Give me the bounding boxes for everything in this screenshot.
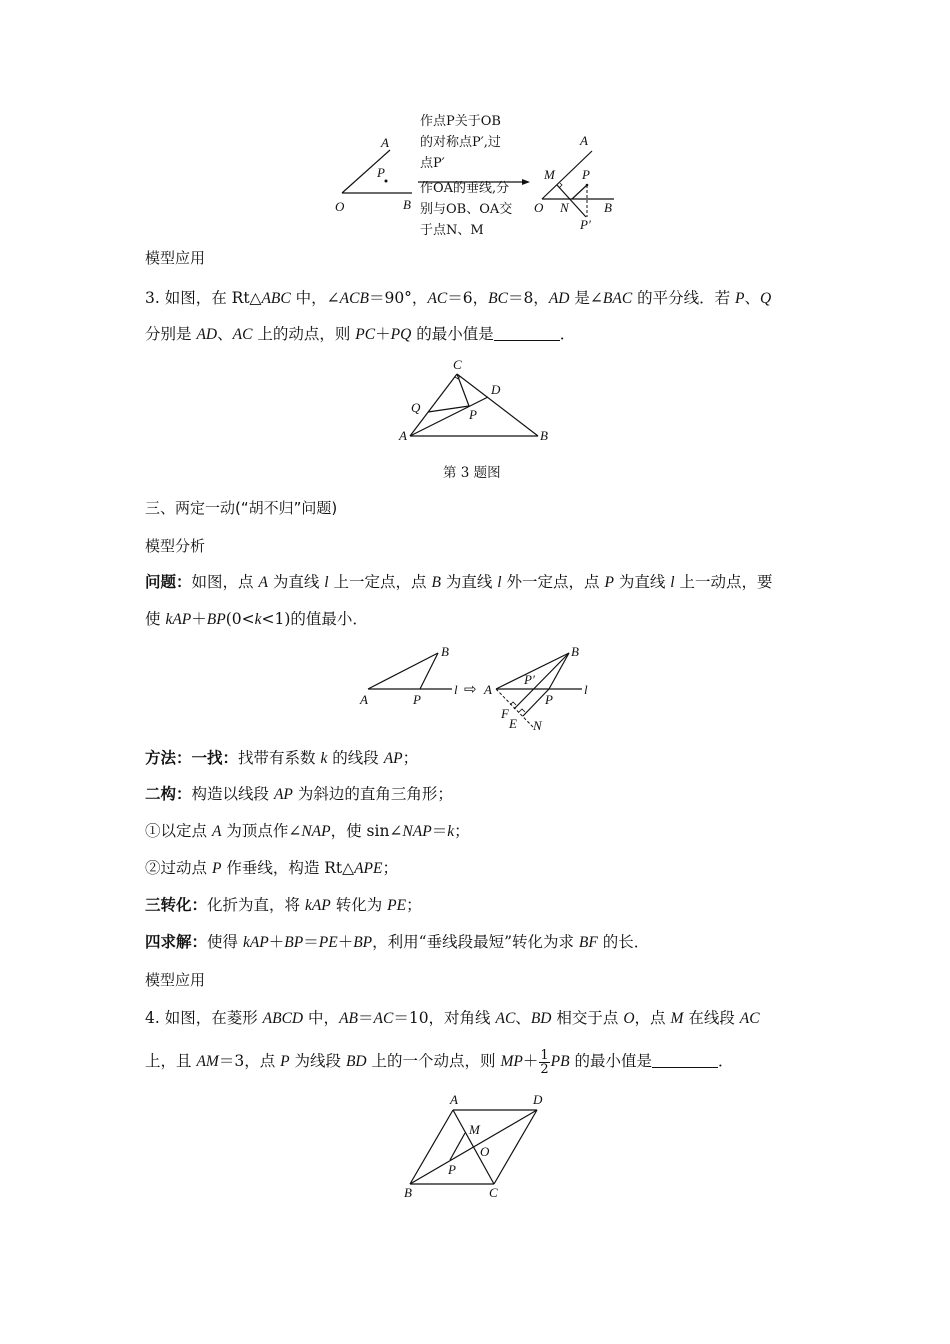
problem-3-line-2: 分别是 AD、AC 上的动点，则 PC＋PQ 的最小值是 ． [145,325,576,343]
svg-text:P: P [377,165,385,180]
svg-text:F: F [501,706,509,721]
figure-hubugui-construction [350,638,610,738]
svg-text:O: O [335,199,345,214]
svg-text:N: N [560,200,569,215]
arrow-caption-above: 作点P关于OB 的对称点P′,过 点P′ [420,114,501,171]
method-step-1: 方法：一找：找带有系数 k 的线段 AP； [145,749,419,767]
figure-reflection-construction [330,105,630,245]
svg-text:Q: Q [411,400,421,415]
section-3-title: 三、两定一动(“胡不归”问题) [145,499,338,517]
svg-text:M: M [544,167,555,182]
svg-text:A: A [360,692,368,707]
method-substep-2: ②过动点 P 作垂线，构造 Rt△APE； [145,859,399,877]
method-step-2: 二构：构造以线段 AP 为斜边的直角三角形； [145,785,453,803]
svg-text:B: B [441,644,449,659]
svg-text:B: B [540,428,548,443]
svg-text:P: P [545,692,553,707]
answer-blank[interactable] [652,1051,718,1068]
svg-text:⇨: ⇨ [464,682,477,698]
svg-text:D: D [491,382,501,397]
svg-text:l: l [454,682,458,697]
model-analysis-heading: 模型分析 [145,537,206,555]
fraction-one-half: $\frac{1}{2}$ [540,1047,549,1077]
svg-text:P: P [582,167,590,182]
svg-text:E: E [509,716,517,731]
svg-text:A: A [381,135,389,150]
problem-4-line-2: 上，且 AM＝3，点 P 为线段 BD 上的一个动点，则 MP＋ $\frac{1}{2}$ PB 的最小值是 ． [145,1047,734,1077]
method-step-4: 四求解：使得 kAP＋BP＝PE＋BP，利用“垂线段最短”转化为求 BF 的长． [145,933,650,951]
svg-text:B: B [404,1185,412,1200]
method-step-3: 三转化：化折为直，将 kAP 转化为 PE； [145,896,422,914]
svg-text:B: B [604,200,612,215]
section-heading-model-application: 模型应用 [145,249,206,267]
svg-text:P′: P′ [580,217,591,232]
figure-problem-3-triangle [380,350,580,450]
problem-statement-line-2: 使 kAP＋BP(0<k<1)的值最小． [145,610,368,628]
section-heading-model-application-2: 模型应用 [145,971,206,989]
svg-text:D: D [533,1092,543,1107]
figure-3-caption: 第 3 题图 [443,465,501,481]
svg-text:A: A [450,1092,458,1107]
svg-text:P: P [448,1162,456,1177]
problem-3-line-1: 3. 如图，在 Rt△ABC 中，∠ACB＝90°，AC＝6，BC＝8，AD 是∠BAC 的平分线．若 P、Q [145,289,772,307]
figure-problem-4-rhombus [395,1088,565,1203]
svg-text:P: P [413,692,421,707]
svg-text:M: M [469,1122,480,1137]
answer-blank[interactable] [494,324,560,341]
problem-statement-line-1: 问题：如图，点 A 为直线 l 上一定点，点 B 为直线 l 外一定点，点 P 为直线 l 上一动点，要 [145,573,773,591]
svg-text:A: A [484,682,492,697]
svg-text:C: C [489,1185,498,1200]
problem-4-line-1: 4. 如图，在菱形 ABCD 中，AB＝AC＝10，对角线 AC、BD 相交于点 O，点 M 在线段 AC [145,1009,760,1027]
svg-text:A: A [399,428,407,443]
svg-text:O: O [534,200,544,215]
svg-text:P′: P′ [524,672,535,687]
svg-text:l: l [584,682,588,697]
svg-text:P: P [469,407,477,422]
svg-text:B: B [571,644,579,659]
arrow-caption-below: 作OA的垂线,分 别与OB、OA交 于点N、M [420,181,513,238]
svg-text:C: C [453,357,462,372]
svg-text:N: N [533,718,542,733]
method-substep-1: ①以定点 A 为顶点作∠NAP，使 sin∠NAP＝k； [145,822,470,840]
svg-text:O: O [480,1144,490,1159]
svg-text:B: B [403,197,411,212]
svg-text:A: A [580,133,588,148]
